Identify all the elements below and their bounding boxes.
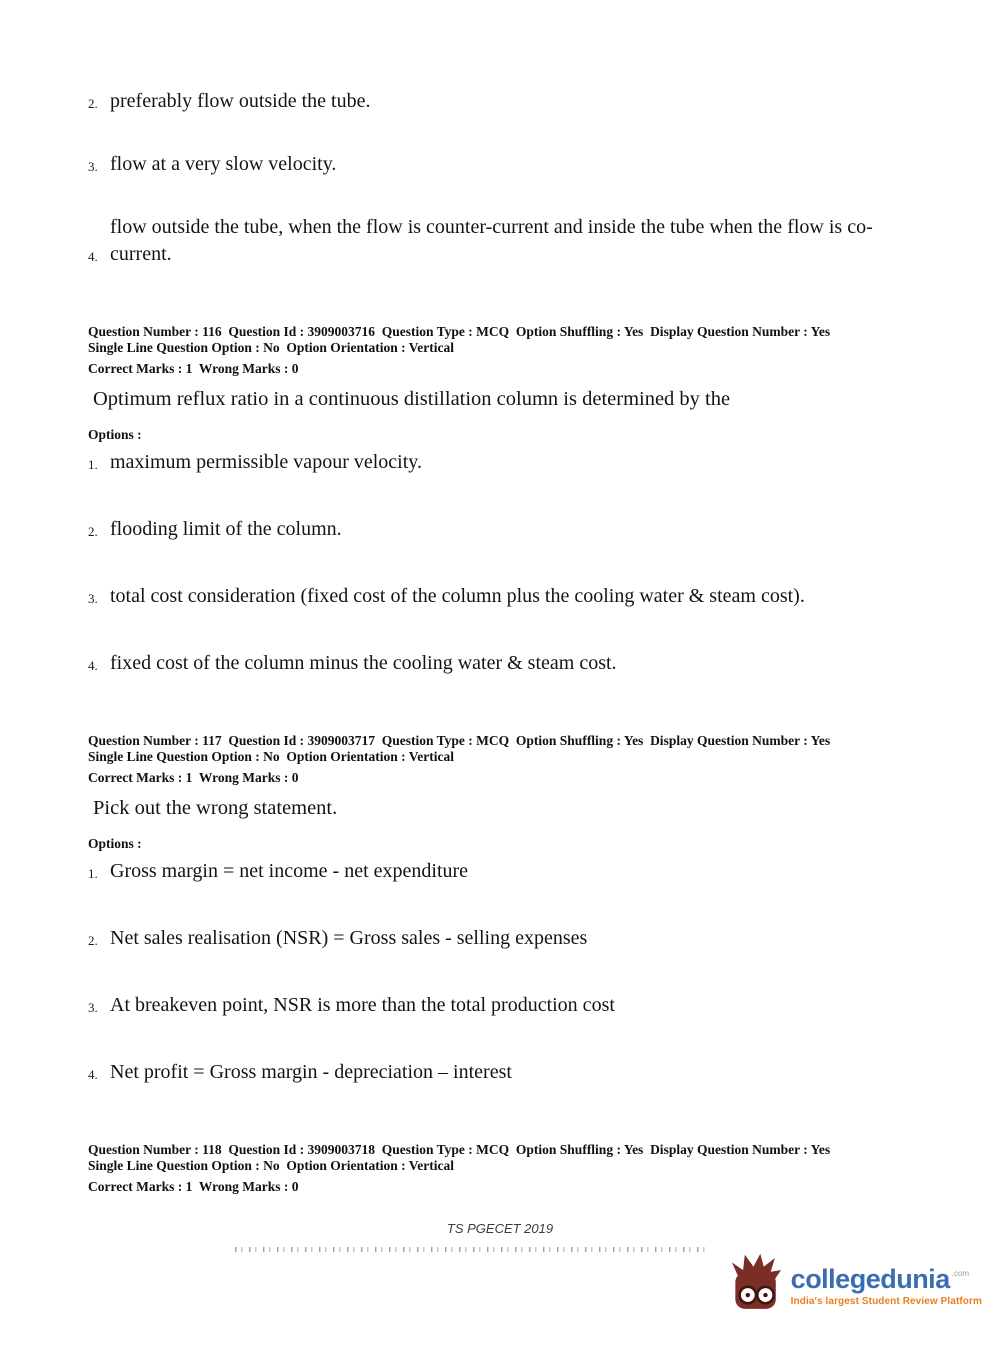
collegedunia-tagline: India's largest Student Review Platform	[790, 1295, 982, 1307]
question-meta-line1: Question Number : 118 Question Id : 3909003718 Question Type : MCQ Option Shuffling : Yes Display Question Number : Yes	[88, 1142, 831, 1157]
option-row	[88, 650, 960, 677]
option-number: 1.	[88, 457, 98, 472]
option-row	[88, 583, 960, 610]
option-text: fixed cost of the column minus the cooling water & steam cost.	[110, 652, 617, 674]
option-number: 4.	[88, 1067, 98, 1082]
question-block-118	[88, 1142, 960, 1195]
option-number: 3.	[88, 159, 98, 174]
question-block-116	[88, 324, 960, 677]
option-text: Net profit = Gross margin - depreciation – interest	[110, 1061, 512, 1083]
option-text: At breakeven point, NSR is more than the total production cost	[110, 994, 615, 1016]
options-label: Options :	[88, 836, 142, 851]
option-number: 3.	[88, 591, 98, 606]
question-marks: Correct Marks : 1 Wrong Marks : 0	[88, 1179, 299, 1194]
option-row	[88, 151, 960, 178]
option-text: total cost consideration (fixed cost of the column plus the cooling water & steam cost).	[110, 585, 805, 607]
question-meta-line2: Single Line Question Option : No Option Orientation : Vertical	[88, 749, 455, 764]
exam-footer-title: TS PGECET 2019	[446, 1221, 554, 1236]
collegedunia-logo-text	[791, 1265, 982, 1307]
option-row	[88, 925, 960, 952]
clipped-text-fragment	[235, 1247, 705, 1252]
question-meta-line2: Single Line Question Option : No Option Orientation : Vertical	[88, 340, 455, 355]
question-marks: Correct Marks : 1 Wrong Marks : 0	[88, 361, 299, 376]
question-meta-line1: Question Number : 117 Question Id : 3909003717 Question Type : MCQ Option Shuffling : Yes Display Question Number : Yes	[88, 733, 831, 748]
question-text: Optimum reflux ratio in a continuous distillation column is determined by the	[93, 388, 731, 410]
option-text: flow at a very slow velocity.	[110, 153, 337, 175]
option-row	[88, 516, 960, 543]
question-meta-line2: Single Line Question Option : No Option Orientation : Vertical	[88, 1158, 455, 1173]
option-number: 4.	[88, 249, 98, 264]
option-row	[88, 1059, 960, 1086]
option-number: 4.	[88, 658, 98, 673]
option-row	[88, 992, 960, 1019]
option-text: Net sales realisation (NSR) = Gross sales - selling expenses	[110, 927, 588, 949]
option-row	[88, 858, 960, 885]
option-text: Gross margin = net income - net expenditure	[110, 860, 469, 882]
option-number: 2.	[88, 96, 98, 111]
option-text: flow outside the tube, when the flow is counter-current and inside the tube when the flow is co-current.	[110, 216, 873, 265]
previous-question-options	[88, 88, 960, 268]
collegedunia-brand-name: collegedunia	[790, 1263, 950, 1294]
question-block-117	[88, 733, 960, 1086]
option-number: 3.	[88, 1000, 98, 1015]
collegedunia-tld: .com	[951, 1268, 970, 1278]
option-row	[88, 449, 960, 476]
question-text: Pick out the wrong statement.	[93, 797, 338, 819]
options-list	[88, 449, 960, 677]
option-number: 2.	[88, 933, 98, 948]
options-list	[88, 858, 960, 1086]
question-meta-line1: Question Number : 116 Question Id : 3909003716 Question Type : MCQ Option Shuffling : Yes Display Question Number : Yes	[88, 324, 831, 339]
option-text: maximum permissible vapour velocity.	[110, 451, 422, 473]
option-number: 1.	[88, 866, 98, 881]
option-text: flooding limit of the column.	[110, 518, 342, 540]
option-row	[88, 88, 960, 115]
options-label: Options :	[88, 427, 142, 442]
collegedunia-mascot-icon	[730, 1252, 782, 1319]
question-marks: Correct Marks : 1 Wrong Marks : 0	[88, 770, 299, 785]
option-number: 2.	[88, 524, 98, 539]
option-text: preferably flow outside the tube.	[110, 90, 371, 112]
option-row	[88, 214, 960, 268]
collegedunia-logo	[730, 1252, 982, 1319]
